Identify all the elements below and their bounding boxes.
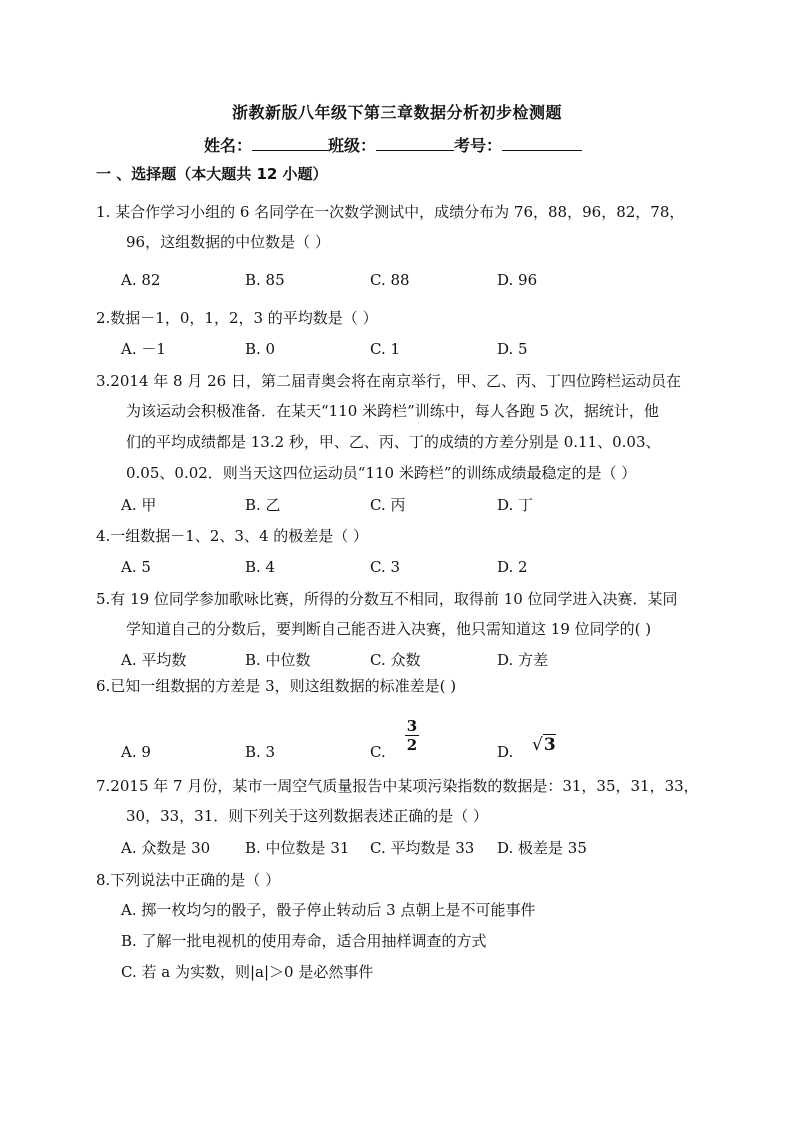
question-5-line-1: 5.有 19 位同学参加歌咏比赛，所得的分数互不相同，取得前 10 位同学进入决赛．某同 bbox=[96, 590, 678, 608]
question-2-line-1: 2.数据－1，0，1，2，3 的平均数是（ ） bbox=[96, 309, 378, 327]
question-8-option-b: B. 了解一批电视机的使用寿命，适合用抽样调查的方式 bbox=[121, 932, 487, 950]
question-7-option-d: D. 极差是 35 bbox=[497, 839, 587, 857]
question-7-option-c: C. 平均数是 33 bbox=[370, 839, 475, 857]
question-4-line-1: 4.一组数据－1、2、3、4 的极差是（ ） bbox=[96, 527, 369, 545]
exam-number-blank[interactable] bbox=[502, 136, 582, 151]
question-6-option-c-label: C. bbox=[370, 743, 386, 761]
radical-sign: √ bbox=[532, 735, 543, 755]
question-4-option-c: C. 3 bbox=[370, 558, 401, 576]
name-label: 姓名： bbox=[204, 136, 253, 155]
question-6-option-b: B. 3 bbox=[245, 743, 276, 761]
page-title: 浙教新版八年级下第三章数据分析初步检测题 bbox=[231, 103, 562, 122]
question-8-option-c: C. 若 a 为实数，则|a|＞0 是必然事件 bbox=[121, 963, 374, 981]
question-7-option-a: A. 众数是 30 bbox=[121, 839, 211, 857]
question-3-line-2: 为该运动会积极准备．在某天“110 米跨栏”训练中，每人各跑 5 次，据统计，他 bbox=[126, 402, 659, 420]
square-root-of-three bbox=[532, 735, 556, 755]
question-3-line-3: 们的平均成绩都是 13.2 秒，甲、乙、丙、丁的成绩的方差分别是 0.11、0.03、 bbox=[126, 433, 661, 451]
question-6-option-d-label: D. bbox=[497, 743, 514, 761]
question-3-option-a: A. 甲 bbox=[121, 496, 157, 514]
question-3-option-d: D. 丁 bbox=[497, 496, 534, 514]
question-5-line-2: 学知道自己的分数后，要判断自己能否进入决赛，他只需知道这 19 位同学的( ) bbox=[126, 620, 652, 638]
question-3-option-b: B. 乙 bbox=[245, 496, 281, 514]
fraction-three-halves bbox=[405, 718, 419, 753]
question-7-line-2: 30，33，31．则下列关于这列数据表述正确的是（ ） bbox=[126, 807, 489, 825]
question-4-option-b: B. 4 bbox=[245, 558, 276, 576]
question-2-option-d: D. 5 bbox=[497, 340, 528, 358]
question-2-option-c: C. 1 bbox=[370, 340, 401, 358]
question-1-option-c: C. 88 bbox=[370, 271, 410, 289]
question-1-option-a: A. 82 bbox=[121, 271, 161, 289]
question-3-line-1: 3.2014 年 8 月 26 日，第二届青奥会将在南京举行，甲、乙、丙、丁四位跨栏运动员在 bbox=[96, 372, 681, 390]
question-1-line-2: 96，这组数据的中位数是（ ） bbox=[126, 233, 330, 251]
question-4-option-a: A. 5 bbox=[121, 558, 151, 576]
question-6-option-a: A. 9 bbox=[121, 743, 151, 761]
question-5-option-d: D. 方差 bbox=[497, 651, 549, 669]
question-8-line-1: 8.下列说法中正确的是（ ） bbox=[96, 871, 281, 889]
name-blank[interactable] bbox=[252, 136, 328, 151]
class-label: 班级： bbox=[328, 136, 377, 155]
class-blank[interactable] bbox=[376, 136, 454, 151]
question-5-option-c: C. 众数 bbox=[370, 651, 421, 669]
question-5-option-a: A. 平均数 bbox=[121, 651, 187, 669]
question-7-line-1: 7.2015 年 7 月份，某市一周空气质量报告中某项污染指数的数据是：31，35，31，33， bbox=[96, 777, 699, 795]
exam-number-label: 考号： bbox=[454, 136, 503, 155]
question-6-line-1: 6.已知一组数据的方差是 3，则这组数据的标准差是( ) bbox=[96, 677, 457, 695]
question-1-option-d: D. 96 bbox=[497, 271, 538, 289]
question-1-line-1: 1. 某合作学习小组的 6 名同学在一次数学测试中，成绩分布为 76，88，96，82，78， bbox=[96, 203, 685, 221]
fraction-numerator: 3 bbox=[406, 717, 418, 735]
question-7-option-b: B. 中位数是 31 bbox=[245, 839, 350, 857]
question-3-option-c: C. 丙 bbox=[370, 496, 406, 514]
question-3-line-4: 0.05、0.02．则当天这四位运动员“110 米跨栏”的训练成绩最稳定的是（ ） bbox=[126, 464, 637, 482]
section-heading: 一 、选择题（本大题共 12 小题） bbox=[96, 165, 328, 183]
question-2-option-a: A. －1 bbox=[121, 340, 166, 358]
question-5-option-b: B. 中位数 bbox=[245, 651, 311, 669]
question-1-option-b: B. 85 bbox=[245, 271, 285, 289]
radicand: 3 bbox=[543, 735, 556, 755]
question-4-option-d: D. 2 bbox=[497, 558, 528, 576]
student-info-line bbox=[204, 133, 582, 156]
question-2-option-b: B. 0 bbox=[245, 340, 276, 358]
question-8-option-a: A. 掷一枚均匀的骰子，骰子停止转动后 3 点朝上是不可能事件 bbox=[121, 901, 536, 919]
fraction-denominator: 2 bbox=[406, 736, 418, 754]
